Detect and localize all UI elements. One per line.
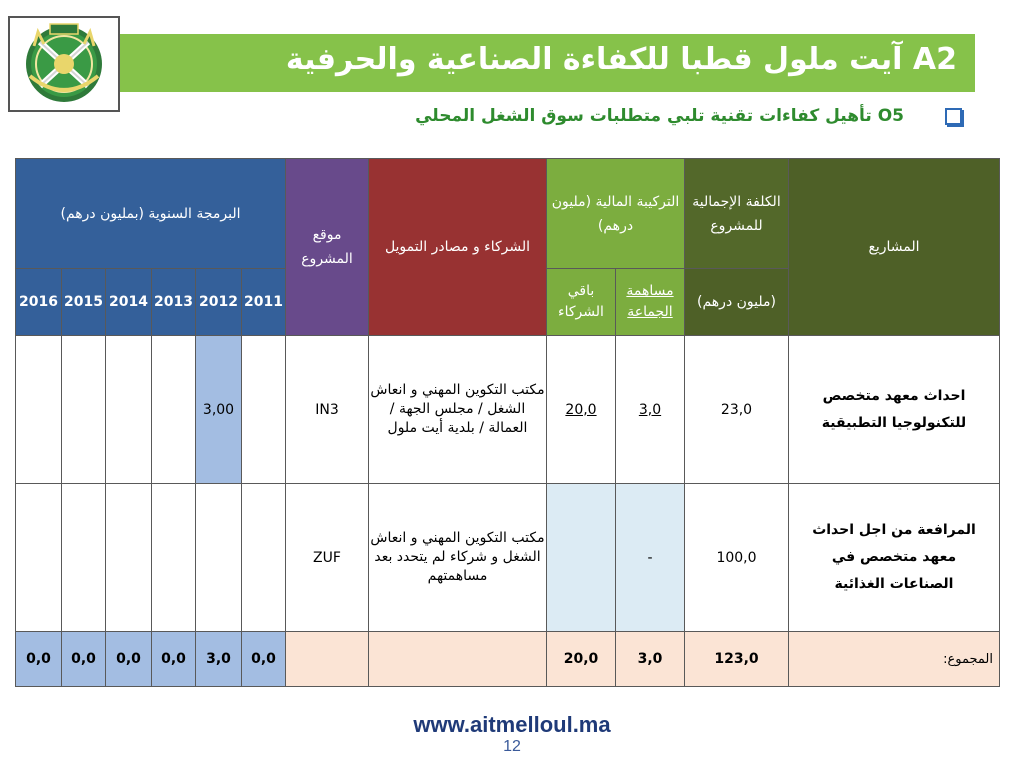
project-name-cell: احداث معهد متخصص للتكنولوجيا التطبيقية (789, 336, 1000, 484)
total-cost-cell: 100,0 (685, 484, 789, 632)
table-row (16, 336, 1000, 484)
year-cell (242, 336, 286, 484)
location-header: موقع المشروع (286, 159, 369, 336)
year-header: 2011 (242, 269, 286, 336)
totals-label: المجموع: (789, 632, 1000, 687)
year-cell: 3,00 (196, 336, 242, 484)
location-cell: IN3 (286, 336, 369, 484)
emblem-icon (10, 18, 118, 110)
year-cell (62, 336, 106, 484)
page-number: 12 (503, 738, 521, 755)
page-title: A2 آيت ملول قطبا للكفاءة الصناعية والحرفية (285, 42, 957, 77)
year-cell (16, 336, 62, 484)
year-cell (196, 484, 242, 632)
total-cost-header: الكلفة الإجمالية للمشروع (685, 159, 789, 269)
projects-table (15, 158, 1000, 687)
location-total-cell (286, 632, 369, 687)
financial-structure-header: التركيبة المالية (مليون درهم) (547, 159, 685, 269)
location-cell: ZUF (286, 484, 369, 632)
year-header: 2014 (106, 269, 152, 336)
year-cell (152, 336, 196, 484)
total-cost-cell: 23,0 (685, 336, 789, 484)
unit-header: (مليون درهم) (685, 269, 789, 336)
header-row-main (16, 159, 1000, 269)
annual-programming-header: البرمجة السنوية (بمليون درهم) (16, 159, 286, 269)
commune-contribution-cell: 3,0 (616, 336, 685, 484)
table-row (16, 484, 1000, 632)
year-total-cell: 0,0 (106, 632, 152, 687)
partners-cell: مكتب التكوين المهني و انعاش الشغل / مجلس الجهة / العمالة / بلدية أيت ملول (369, 336, 547, 484)
objective-subtitle: O5 تأهيل كفاءات تقنية تلبي متطلبات سوق الشغل المحلي (415, 106, 904, 126)
year-cell (152, 484, 196, 632)
year-header: 2013 (152, 269, 196, 336)
partners-remaining-cell (547, 484, 616, 632)
totals-row (16, 632, 1000, 687)
year-cell (16, 484, 62, 632)
website-url: www.aitmelloul.ma (413, 712, 611, 737)
year-total-cell: 3,0 (196, 632, 242, 687)
year-total-cell: 0,0 (242, 632, 286, 687)
municipality-emblem-logo (8, 16, 120, 112)
partners-remaining-total: 20,0 (547, 632, 616, 687)
projects-header: المشاريع (789, 159, 1000, 336)
year-header: 2015 (62, 269, 106, 336)
commune-contribution-cell: - (616, 484, 685, 632)
commune-contribution-header: مساهمة الجماعة (616, 269, 685, 336)
commune-contribution-total: 3,0 (616, 632, 685, 687)
year-cell (106, 484, 152, 632)
year-cell (62, 484, 106, 632)
partners-total-cell (369, 632, 547, 687)
partners-cell: مكتب التكوين المهني و انعاش الشغل و شركاء لم يتحدد بعد مساهمتهم (369, 484, 547, 632)
year-cell (242, 484, 286, 632)
year-cell (106, 336, 152, 484)
project-name-cell: المرافعة من اجل احداث معهد متخصص في الصناعات الغذائية (789, 484, 1000, 632)
title-bar (120, 34, 975, 92)
year-total-cell: 0,0 (16, 632, 62, 687)
partners-header: الشركاء و مصادر التمويل (369, 159, 547, 336)
total-cost-total: 123,0 (685, 632, 789, 687)
year-total-cell: 0,0 (62, 632, 106, 687)
checkbox-bullet-icon (945, 108, 962, 125)
partners-remaining-header: باقي الشركاء (547, 269, 616, 336)
year-header: 2016 (16, 269, 62, 336)
year-total-cell: 0,0 (152, 632, 196, 687)
partners-remaining-cell: 20,0 (547, 336, 616, 484)
year-header: 2012 (196, 269, 242, 336)
